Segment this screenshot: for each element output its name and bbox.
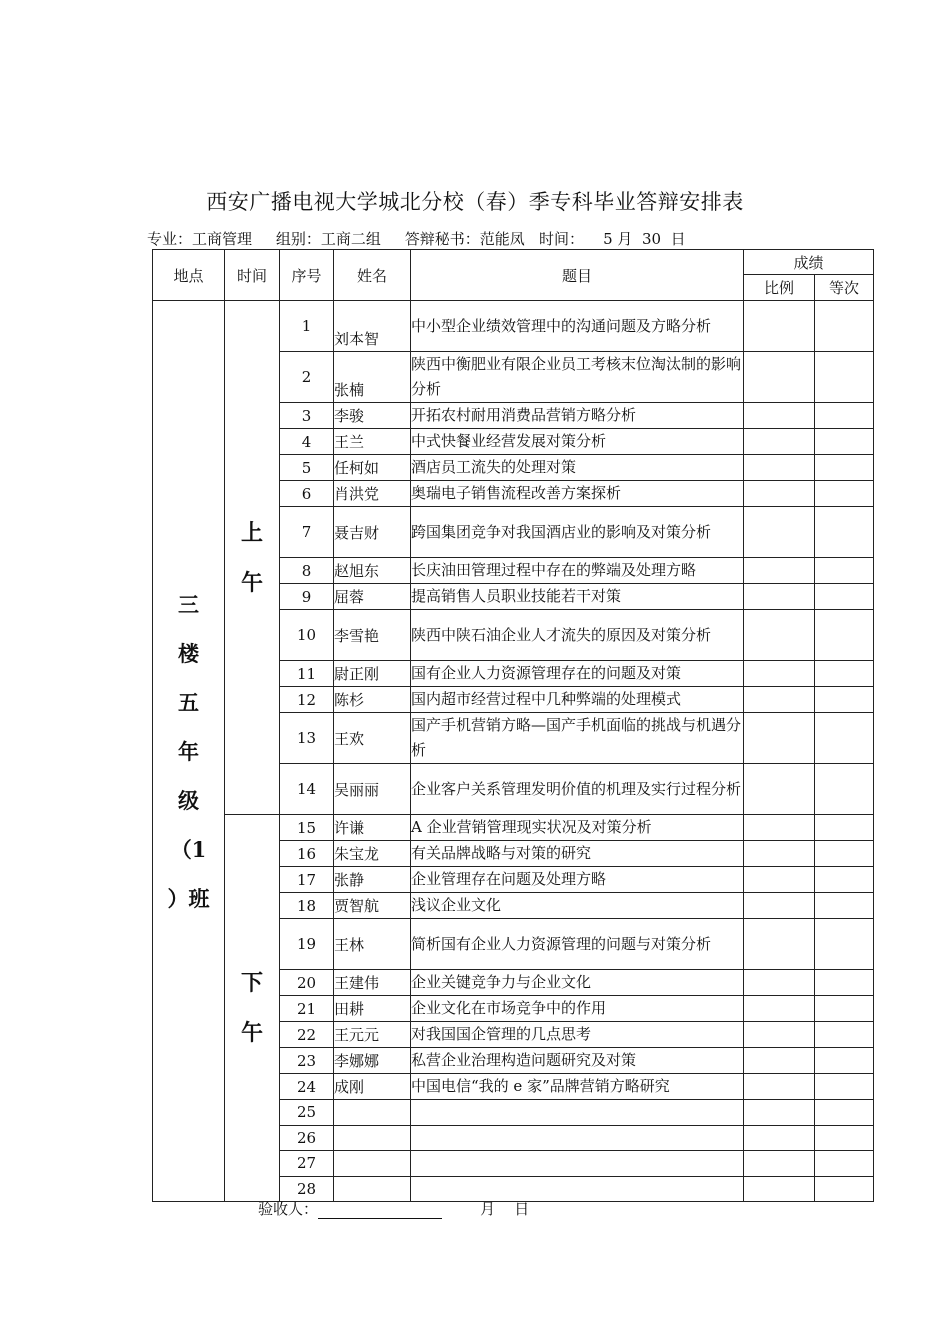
row-number: 6	[280, 481, 334, 507]
score-ratio-cell[interactable]	[744, 1048, 815, 1074]
thesis-topic: 企业管理存在问题及处理方略	[411, 867, 744, 893]
header-name: 姓名	[334, 250, 411, 301]
afternoon-cell	[225, 815, 280, 1202]
row-number: 10	[280, 610, 334, 661]
thesis-topic: 企业文化在市场竞争中的作用	[411, 996, 744, 1022]
score-ratio-cell[interactable]	[744, 1176, 815, 1202]
thesis-topic: 企业关键竞争力与企业文化	[411, 970, 744, 996]
row-number: 14	[280, 764, 334, 815]
row-number: 3	[280, 403, 334, 429]
header-score: 成绩	[744, 250, 874, 275]
row-number: 7	[280, 507, 334, 558]
score-grade-cell[interactable]	[815, 455, 874, 481]
thesis-topic: A 企业营销管理现实状况及对策分析	[411, 815, 744, 841]
row-number: 1	[280, 301, 334, 352]
signature-blank	[318, 1202, 442, 1219]
row-number: 20	[280, 970, 334, 996]
score-grade-cell[interactable]	[815, 507, 874, 558]
thesis-topic: 中小型企业绩效管理中的沟通问题及方略分析	[411, 301, 744, 352]
score-grade-cell[interactable]	[815, 481, 874, 507]
student-name: 王兰	[334, 429, 411, 455]
score-grade-cell[interactable]	[815, 610, 874, 661]
afternoon-char: 午	[240, 1020, 263, 1046]
thesis-topic: 浅议企业文化	[411, 893, 744, 919]
row-number: 28	[280, 1176, 334, 1202]
row-number: 24	[280, 1074, 334, 1100]
thesis-topic: 奥瑞电子销售流程改善方案探析	[411, 481, 744, 507]
student-name: 吴丽丽	[334, 764, 411, 815]
day-label: 日	[514, 1200, 530, 1218]
score-ratio-cell[interactable]	[744, 687, 815, 713]
score-grade-cell[interactable]	[815, 841, 874, 867]
student-name: 刘本智	[334, 301, 411, 352]
score-ratio-cell[interactable]	[744, 429, 815, 455]
row-number: 23	[280, 1048, 334, 1074]
score-grade-cell[interactable]	[815, 558, 874, 584]
row-number: 12	[280, 687, 334, 713]
student-name: 王建伟	[334, 970, 411, 996]
score-ratio-cell[interactable]	[744, 713, 815, 764]
student-name: 李骏	[334, 403, 411, 429]
row-number: 13	[280, 713, 334, 764]
score-grade-cell[interactable]	[815, 584, 874, 610]
student-name: 王欢	[334, 713, 411, 764]
row-number: 25	[280, 1100, 334, 1126]
page-title: 西安广播电视大学城北分校（春）季专科毕业答辩安排表	[206, 190, 744, 214]
group-label: 组别：工商二组	[275, 230, 381, 248]
row-number: 26	[280, 1125, 334, 1151]
score-ratio-cell[interactable]	[744, 352, 815, 403]
score-ratio-cell[interactable]	[744, 970, 815, 996]
row-number: 15	[280, 815, 334, 841]
score-ratio-cell[interactable]	[744, 841, 815, 867]
place-char: 级	[178, 787, 199, 813]
score-grade-cell[interactable]	[815, 687, 874, 713]
student-name: 陈杉	[334, 687, 411, 713]
place-char: 三	[178, 591, 199, 617]
row-number: 4	[280, 429, 334, 455]
afternoon-text	[225, 958, 279, 1058]
score-grade-cell[interactable]	[815, 1176, 874, 1202]
place-char: ）班	[167, 885, 210, 911]
student-name: 赵旭东	[334, 558, 411, 584]
row-number: 9	[280, 584, 334, 610]
thesis-topic	[411, 1125, 744, 1151]
score-grade-cell[interactable]	[815, 815, 874, 841]
afternoon-char: 下	[240, 970, 263, 996]
score-grade-cell[interactable]	[815, 713, 874, 764]
student-name: 李雪艳	[334, 610, 411, 661]
score-grade-cell[interactable]	[815, 893, 874, 919]
score-ratio-cell[interactable]	[744, 1022, 815, 1048]
score-grade-cell[interactable]	[815, 1022, 874, 1048]
thesis-topic: 长庆油田管理过程中存在的弊端及处理方略	[411, 558, 744, 584]
score-grade-cell[interactable]	[815, 1100, 874, 1126]
score-ratio-cell[interactable]	[744, 301, 815, 352]
student-name	[334, 1125, 411, 1151]
place-cell	[153, 301, 225, 1202]
student-name: 王元元	[334, 1022, 411, 1048]
thesis-topic: 企业客户关系管理发明价值的机理及实行过程分析	[411, 764, 744, 815]
thesis-topic: 国有企业人力资源管理存在的问题及对策	[411, 661, 744, 687]
student-name: 张静	[334, 867, 411, 893]
student-name: 张楠	[334, 352, 411, 403]
student-name: 尉正刚	[334, 661, 411, 687]
thesis-topic: 私营企业治理构造问题研究及对策	[411, 1048, 744, 1074]
thesis-topic: 陕西中陕石油企业人才流失的原因及对策分析	[411, 610, 744, 661]
header-grade: 等次	[815, 275, 874, 301]
header-no: 序号	[280, 250, 334, 301]
student-name: 肖洪党	[334, 481, 411, 507]
score-ratio-cell[interactable]	[744, 481, 815, 507]
header-ratio: 比例	[744, 275, 815, 301]
row-number: 16	[280, 841, 334, 867]
header-place: 地点	[153, 250, 225, 301]
thesis-topic: 国产手机营销方略—国产手机面临的挑战与机遇分析	[411, 713, 744, 764]
info-line	[147, 228, 686, 249]
thesis-topic: 中式快餐业经营发展对策分析	[411, 429, 744, 455]
table-row	[153, 815, 874, 841]
acceptor-label: 验收人：	[258, 1200, 319, 1218]
score-grade-cell[interactable]	[815, 1048, 874, 1074]
place-char: 年	[178, 738, 199, 764]
score-ratio-cell[interactable]	[744, 1125, 815, 1151]
row-number: 2	[280, 352, 334, 403]
morning-char: 午	[240, 569, 263, 596]
thesis-topic	[411, 1151, 744, 1177]
student-name: 许谦	[334, 815, 411, 841]
score-grade-cell[interactable]	[815, 970, 874, 996]
acceptance-footer	[258, 1198, 529, 1219]
score-grade-cell[interactable]	[815, 403, 874, 429]
student-name: 任柯如	[334, 455, 411, 481]
score-grade-cell[interactable]	[815, 867, 874, 893]
date-label: 时间： 5 月 30 日	[539, 230, 686, 248]
row-number: 17	[280, 867, 334, 893]
thesis-topic: 国内超市经营过程中几种弊端的处理模式	[411, 687, 744, 713]
secretary-label: 答辩秘书：范能凤	[404, 230, 525, 248]
month-label: 月	[480, 1200, 496, 1218]
score-ratio-cell[interactable]	[744, 919, 815, 970]
score-grade-cell[interactable]	[815, 352, 874, 403]
student-name: 成刚	[334, 1074, 411, 1100]
morning-text	[225, 508, 279, 608]
score-ratio-cell[interactable]	[744, 558, 815, 584]
row-number: 22	[280, 1022, 334, 1048]
score-ratio-cell[interactable]	[744, 893, 815, 919]
row-number: 19	[280, 919, 334, 970]
thesis-topic: 提高销售人员职业技能若干对策	[411, 584, 744, 610]
thesis-topic	[411, 1100, 744, 1126]
row-number: 27	[280, 1151, 334, 1177]
place-text	[153, 580, 224, 923]
score-ratio-cell[interactable]	[744, 996, 815, 1022]
score-ratio-cell[interactable]	[744, 584, 815, 610]
score-grade-cell[interactable]	[815, 661, 874, 687]
thesis-topic: 酒店员工流失的处理对策	[411, 455, 744, 481]
thesis-topic: 简析国有企业人力资源管理的问题与对策分析	[411, 919, 744, 970]
thesis-topic: 有关品牌战略与对策的研究	[411, 841, 744, 867]
student-name	[334, 1151, 411, 1177]
score-grade-cell[interactable]	[815, 1125, 874, 1151]
score-ratio-cell[interactable]	[744, 661, 815, 687]
student-name: 李娜娜	[334, 1048, 411, 1074]
header-topic: 题目	[411, 250, 744, 301]
thesis-topic: 开拓农村耐用消费品营销方略分析	[411, 403, 744, 429]
place-char: 楼	[178, 640, 199, 666]
thesis-topic: 跨国集团竞争对我国酒店业的影响及对策分析	[411, 507, 744, 558]
place-char: 五	[178, 689, 199, 715]
score-ratio-cell[interactable]	[744, 815, 815, 841]
row-number: 5	[280, 455, 334, 481]
thesis-topic: 对我国国企管理的几点思考	[411, 1022, 744, 1048]
score-ratio-cell[interactable]	[744, 403, 815, 429]
table-row	[153, 301, 874, 352]
score-grade-cell[interactable]	[815, 919, 874, 970]
major-label: 专业：工商管理	[147, 230, 253, 248]
score-ratio-cell[interactable]	[744, 610, 815, 661]
schedule-table	[152, 249, 874, 1202]
morning-cell	[225, 301, 280, 815]
thesis-topic: 中国电信“我的 e 家”品牌营销方略研究	[411, 1074, 744, 1100]
score-grade-cell[interactable]	[815, 996, 874, 1022]
student-name: 聂吉财	[334, 507, 411, 558]
row-number: 8	[280, 558, 334, 584]
student-name: 王林	[334, 919, 411, 970]
score-ratio-cell[interactable]	[744, 1100, 815, 1126]
student-name	[334, 1100, 411, 1126]
morning-char: 上	[240, 519, 263, 546]
student-name: 贾智航	[334, 893, 411, 919]
score-grade-cell[interactable]	[815, 1151, 874, 1177]
row-number: 21	[280, 996, 334, 1022]
score-grade-cell[interactable]	[815, 1074, 874, 1100]
score-grade-cell[interactable]	[815, 429, 874, 455]
student-name: 屈蓉	[334, 584, 411, 610]
header-time: 时间	[225, 250, 280, 301]
score-grade-cell[interactable]	[815, 301, 874, 352]
score-grade-cell[interactable]	[815, 764, 874, 815]
score-ratio-cell[interactable]	[744, 507, 815, 558]
score-ratio-cell[interactable]	[744, 1074, 815, 1100]
student-name: 田耕	[334, 996, 411, 1022]
place-char: （1	[170, 836, 207, 862]
score-ratio-cell[interactable]	[744, 455, 815, 481]
score-ratio-cell[interactable]	[744, 867, 815, 893]
row-number: 11	[280, 661, 334, 687]
score-ratio-cell[interactable]	[744, 764, 815, 815]
row-number: 18	[280, 893, 334, 919]
student-name: 朱宝龙	[334, 841, 411, 867]
thesis-topic: 陕西中衡肥业有限企业员工考核末位淘汰制的影响分析	[411, 352, 744, 403]
score-ratio-cell[interactable]	[744, 1151, 815, 1177]
